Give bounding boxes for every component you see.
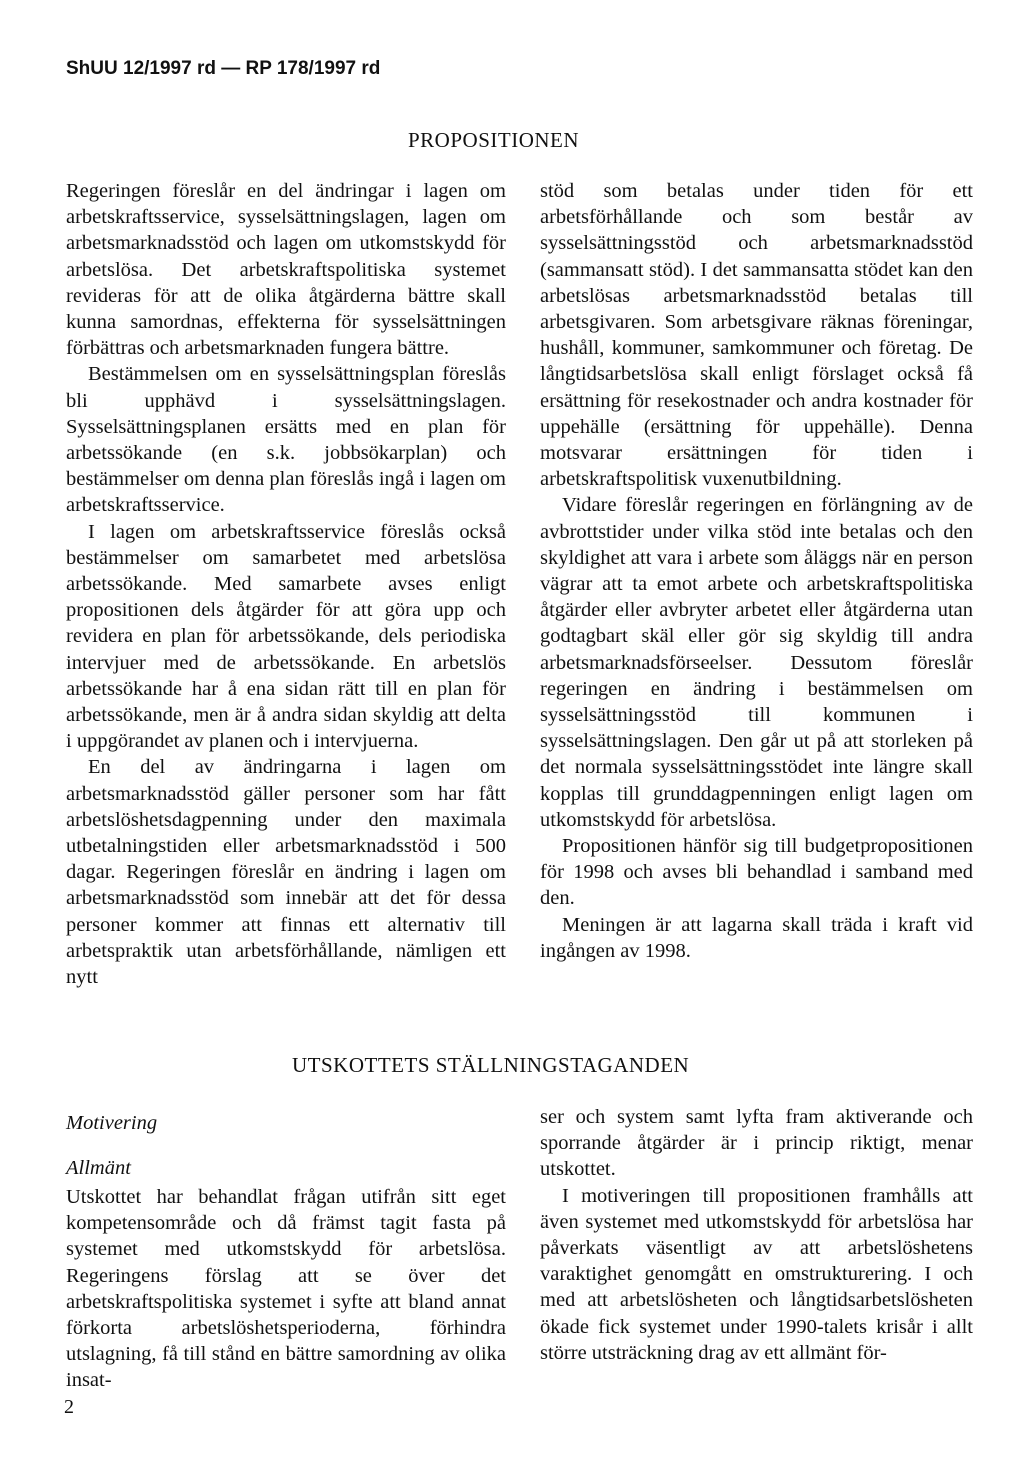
paragraph: I motiveringen till propositionen framhålls att även systemet med utkomstskydd för arbetslösa har påverkats väsentligt av att arbetslöshetens varaktighet genomgått en omstrukturering. I och med att arbetslösheten och långtidsarbetslösheten ökade fick systemet under 1990-talets krisår i allt större utsträckning drag av ett allmänt för- [540,1184,973,1364]
running-head: ShUU 12/1997 rd — RP 178/1997 rd [66,58,381,79]
paragraph: Regeringen föreslår en del ändringar i lagen om arbetskraftsservice, sysselsättningslagen, lagen om arbetsmarknadsstöd och lagen om utkomstskydd för arbetslösa. Det arbetskraftspolitiska systemet revideras för att de olika åtgärderna bättre skall kunna samordnas, effekterna för sysselsättningen förbättras och arbetsmarknaden fungera bättre. [66,180,506,360]
page-number: 2 [64,1396,74,1418]
committee-right-column [540,1104,973,1366]
subsection-title: Allmänt [66,1157,131,1179]
paragraph: En del av ändringarna i lagen om arbetsmarknadsstöd gäller personer som har fått arbetslöshetsdagpenning under den maximala utbetalningstiden eller arbetsmarknadsstöd i 500 dagar. Regeringen föreslår en ändring i lagen om arbetsmarknadsstöd som innebär att det för dessa personer kommer att finnas ett alternativ till arbetspraktik utan arbetsförhållande, nämligen ett nytt [66,756,506,989]
paragraph: stöd som betalas under tiden för ett arbetsförhållande och som består av sysselsättningsstöd och arbetsmarknadsstöd (sammansatt stöd). I det sammansatta stödet kan den arbetslösas arbetsmarknadsstöd betalas till arbetsgivaren. Som arbetsgivare räknas föreningar, hushåll, kommuner, samkommuner och företag. De långtidsarbetslösa skall enligt förslaget också få ersättning för resekostnader och andra kostnader för uppehälle (ersättning för uppehälle). Denna motsvarar ersättningen för tiden i arbetskraftspolitisk vuxenutbildning. [540,180,973,491]
committee-heading: UTSKOTTETS STÄLLNINGSTAGANDEN [292,1053,690,1077]
paragraph: Vidare föreslår regeringen en förlängning av de avbrottstider under vilka stöd inte betalas och den skyldighet att vara i arbete som åläggs när en person vägrar att ta emot arbete och arbetskraftspolitiska åtgärder eller avbryter arbetet eller åtgärderna utan godtagbart skäl eller gör sig skyldig till andra arbetsmarknadsförseelser. Dessutom föreslår regeringen en ändring i bestämmelsen om sysselsättningsstöd till kommunen i sysselsättningslagen. Den går ut på att storleken på det normala sysselsättningsstödet inte längre skall kopplas till grunddagpenningen enligt lagen om utkomstskydd för arbetslösa. [540,494,973,831]
proposition-right-column [540,178,973,964]
proposition-heading: PROPOSITIONEN [408,128,580,152]
paragraph: ser och system samt lyfta fram aktiverande och sporrande åtgärder är i princip riktigt, menar utskottet. [540,1106,973,1181]
paragraph: Bestämmelsen om en sysselsättningsplan föreslås bli upphävd i sysselsättningslagen. Sysselsättningsplanen ersätts med en plan för arbetssökande (en s.k. jobbsökarplan) och bestämmelser om denna plan föreslås ingå i lagen om arbetskraftsservice. [66,363,506,517]
paragraph: Utskottet har behandlat frågan utifrån sitt eget kompetensområde och då främst tagit fasta på systemet med utkomstskydd för arbetslösa. Regeringens förslag att se över det arbetskraftspolitiska systemet i syfte att bland annat förkorta arbetslöshetsperioderna, förhindra utslagning, få till stånd en bättre samordning av olika insat- [66,1186,506,1392]
section-title: Motivering [66,1112,158,1134]
paragraph: Meningen är att lagarna skall träda i kraft vid ingången av 1998. [540,913,973,962]
paragraph: Propositionen hänför sig till budgetpropositionen för 1998 och avses bli behandlad i samband med den. [540,835,973,910]
committee-left-column [66,1184,506,1394]
proposition-left-column [66,178,506,990]
paragraph: I lagen om arbetskraftsservice föreslås också bestämmelser om samarbetet med arbetslösa arbetssökande. Med samarbete avses enligt propositionen dels åtgärder för att göra upp och revidera en plan för arbetssökande, dels periodiska intervjuer med de arbetssökande. En arbetslös arbetssökande har å ena sidan rätt till en plan för arbetssökande, men är å andra sidan skyldig att delta i uppgörandet av planen och i intervjuerna. [66,520,506,753]
